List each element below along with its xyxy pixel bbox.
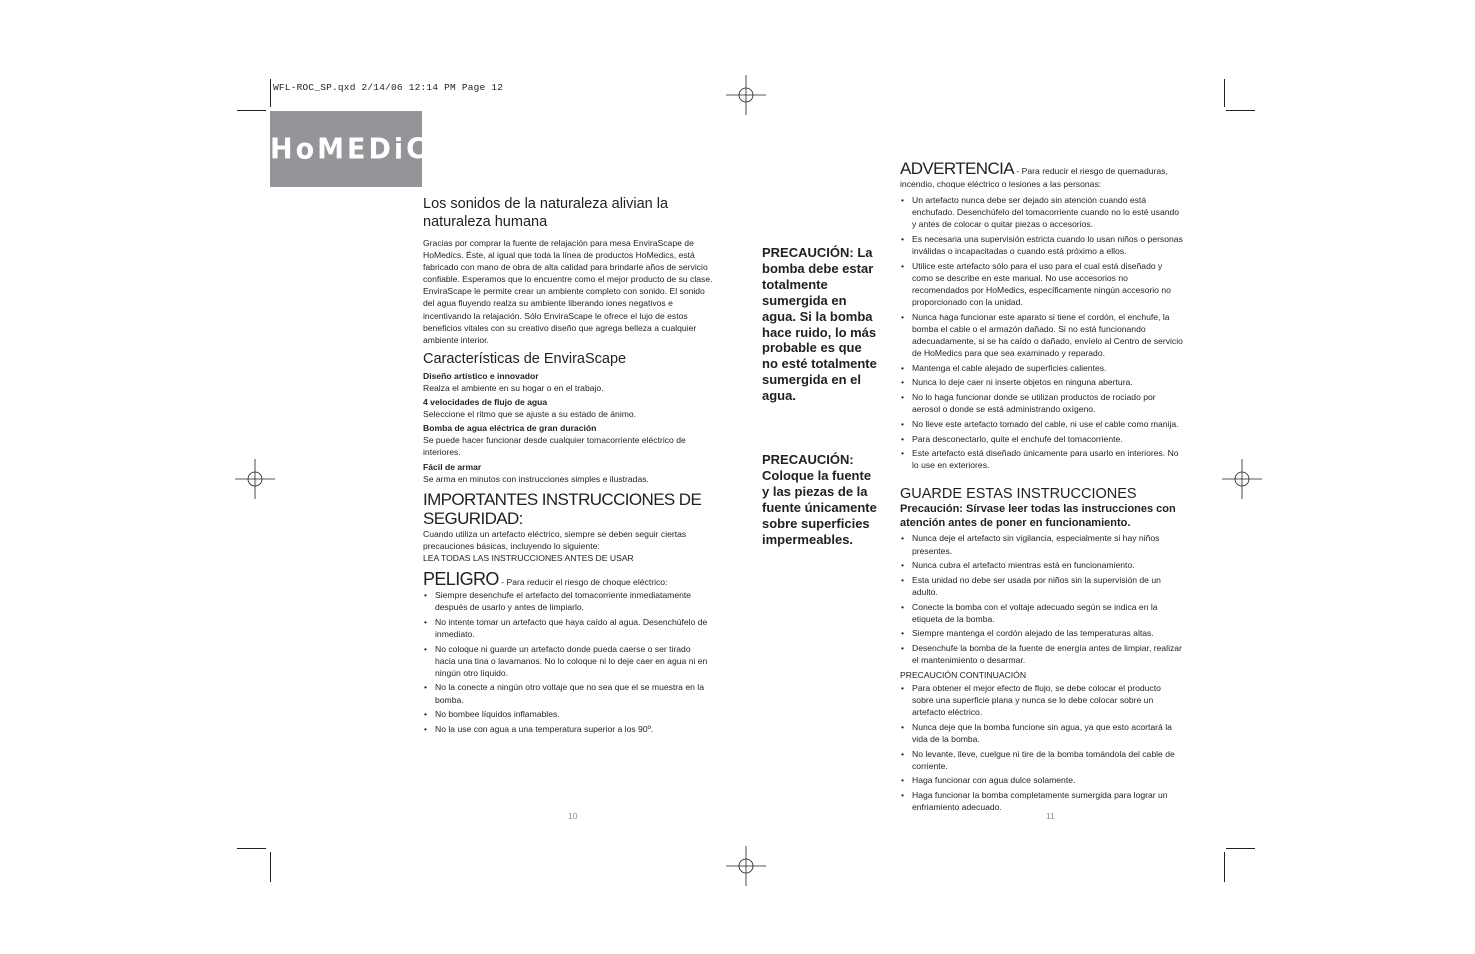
warning-heading xyxy=(900,159,1184,190)
list-item: • Nunca cubra el artefacto mientras está en funcionamiento. xyxy=(900,559,1184,571)
list-item: • Haga funcionar con agua dulce solamente. xyxy=(900,774,1184,786)
intro-paragraph: Gracias por comprar la fuente de relajación para mesa EnviraScape de HoMedics. Éste, al igual que toda la línea de productos HoMedics, está fabricado con mano de obra de alta calidad para brindarle años de servicio confiable. Esperamos que lo encuentre como el mejor producto de su clase. xyxy=(423,238,713,285)
list-item: • Nunca lo deje caer ni inserte objetos en ninguna abertura. xyxy=(900,376,1184,388)
list-item: • No la conecte a ningún otro voltaje que no sea que el se muestra en la bomba. xyxy=(423,681,713,705)
registration-mark-icon xyxy=(726,846,766,886)
list-item: • Nunca haga funcionar este aparato si tiene el cordón, el enchufe, la bomba el cable o el armazón dañado. Si no está funcionando adecuadamente, si se ha caído o dañado, envíelo al Centro de servicio de HoMedics para que sea examinado y reparado. xyxy=(900,311,1184,359)
danger-subtitle: - Para reducir el riesgo de choque eléctrico: xyxy=(498,576,668,587)
slug-line: WFL-ROC_SP.qxd 2/14/06 12:14 PM Page 12 xyxy=(273,82,504,93)
list-item: • No intente tomar un artefacto que haya caído al agua. Desenchúfelo de inmediato. xyxy=(423,616,713,640)
list-item: • Nunca deje el artefacto sin vigilancia, especialmente si hay niños presentes. xyxy=(900,532,1184,556)
save-instructions-title: GUARDE ESTAS INSTRUCCIONES xyxy=(900,486,1137,503)
feature-desc: Seleccione el ritmo que se ajuste a su estado de ánimo. xyxy=(423,409,637,420)
feature-name: 4 velocidades de flujo de agua xyxy=(423,397,548,408)
feature-name: Diseño artístico e innovador xyxy=(423,370,539,381)
registration-mark-icon xyxy=(1222,459,1262,499)
page-number: 10 xyxy=(568,811,578,821)
crop-mark xyxy=(270,79,271,107)
safety-read: LEA TODAS LAS INSTRUCCIONES ANTES DE USAR xyxy=(423,552,634,563)
crop-mark xyxy=(237,110,266,111)
left-column xyxy=(423,195,713,738)
danger-word: PELIGRO xyxy=(423,568,499,589)
list-item: • Conecte la bomba con el voltaje adecuado según se indica en la etiqueta de la bomba. xyxy=(900,601,1184,625)
crop-mark xyxy=(1226,848,1255,849)
list-item: • Mantenga el cable alejado de superficies calientes. xyxy=(900,362,1184,374)
crop-mark xyxy=(1226,110,1255,111)
list-item: • No lleve este artefacto tomado del cable, ni use el cable como manija. xyxy=(900,418,1184,430)
continued-list xyxy=(900,682,1184,813)
list-item: • No la use con agua a una temperatura superior a los 90º. xyxy=(423,723,713,735)
crop-mark xyxy=(237,848,266,849)
list-item: • Nunca deje que la bomba funcione sin agua, ya que esto acortará la vida de la bomba. xyxy=(900,721,1184,745)
warning-list xyxy=(900,194,1184,471)
list-item: • No coloque ni guarde un artefacto donde pueda caerse o ser tirado hacia una tina o lavamanos. No lo coloque ni lo deje caer en agua ni en ningún otro líquido. xyxy=(423,643,713,679)
list-item: • Para desconectarlo, quite el enchufe del tomacorriente. xyxy=(900,433,1184,445)
features-title: Características de EnviraScape xyxy=(423,350,627,367)
save-list xyxy=(900,532,1184,666)
list-item: • Haga funcionar la bomba completamente sumergida para lograr un enfriamiento adecuado. xyxy=(900,789,1184,813)
list-item: • Siempre mantenga el cordón alejado de las temperaturas altas. xyxy=(900,627,1184,639)
registration-mark-icon xyxy=(726,75,766,115)
feature-desc: Se arma en minutos con instrucciones simples e ilustradas. xyxy=(423,473,649,484)
caution-pump: PRECAUCIÓN: La bomba debe estar totalmente sumergida en agua. Si la bomba hace ruido, lo más probable es que no esté totalmente sumergida en el agua. xyxy=(762,245,877,404)
feature-name: Fácil de armar xyxy=(423,461,482,472)
safety-intro: Cuando utiliza un artefacto eléctrico, siempre se deben seguir ciertas precauciones básicas, incluyendo lo siguiente: xyxy=(423,528,687,551)
continued-label: PRECAUCIÓN CONTINUACIÓN xyxy=(900,669,1027,680)
right-column xyxy=(900,159,1184,816)
warning-subtitle: - Para reducir el riesgo de quemaduras, incendio, choque eléctrico o lesiones a las personas: xyxy=(900,166,1168,189)
danger-heading xyxy=(423,570,713,589)
homedics-logo: HoMEDiCS xyxy=(270,133,452,166)
list-item: • No bombee líquidos inflamables. xyxy=(423,708,713,720)
crop-mark xyxy=(1224,79,1225,107)
danger-list xyxy=(423,589,713,735)
list-item: • Desenchufe la bomba de la fuente de energía antes de limpiar, realizar el mantenimiento o desarmar. xyxy=(900,642,1184,666)
feature-list xyxy=(423,370,713,485)
intro-paragraph: EnviraScape le permite crear un ambiente completo con sonido. El sonido del agua fluyendo realza su ambiente liberando iones negativos e incentivando la relajación. Sólo EnviraScape le ofrece el lujo de estos beneficios vitales con su creativo diseño que agrega belleza a cualquier ambiente interior. xyxy=(423,286,705,345)
list-item: • No levante, lleve, cuelgue ni tire de la bomba tomándola del cable de corriente. xyxy=(900,748,1184,772)
registration-mark-icon xyxy=(235,459,275,499)
crop-mark xyxy=(270,852,271,882)
list-item: • Utilice este artefacto sólo para el uso para el cual está diseñado y como se describe en este manual. No use accesorios no recomendados por HoMedics, específicamente ningún accesorio no proporcionado con la unidad. xyxy=(900,260,1184,308)
list-item: • Esta unidad no debe ser usada por niños sin la supervisión de un adulto. xyxy=(900,574,1184,598)
caution-surface: PRECAUCIÓN: Coloque la fuente y las piezas de la fuente únicamente sobre superficies impermeables. xyxy=(762,452,877,547)
list-item: • Es necesaria una supervisión estricta cuando lo usan niños o personas inválidas o incapacitadas o cuando está próximo a ellos. xyxy=(900,233,1184,257)
safety-title: IMPORTANTES INSTRUCCIONES DE SEGURIDAD: xyxy=(423,489,702,528)
page-number: 11 xyxy=(1046,811,1055,821)
save-caution: Precaución: Sírvase leer todas las instrucciones con atención antes de poner en funcionamiento. xyxy=(900,503,1176,529)
feature-name: Bomba de agua eléctrica de gran duración xyxy=(423,423,597,434)
list-item: • No lo haga funcionar donde se utilizan productos de rociado por aerosol o donde se está administrando oxígeno. xyxy=(900,391,1184,415)
list-item: • Este artefacto está diseñado únicamente para usarlo en interiores. No lo use en exteriores. xyxy=(900,447,1184,471)
feature-desc: Se puede hacer funcionar desde cualquier tomacorriente eléctrico de interiores. xyxy=(423,435,686,458)
crop-mark xyxy=(1224,852,1225,882)
warning-word: ADVERTENCIA xyxy=(900,159,1015,178)
list-item: • Siempre desenchufe el artefacto del tomacorriente inmediatamente después de usarlo y antes de limpiarlo. xyxy=(423,589,713,613)
list-item: • Para obtener el mejor efecto de flujo, se debe colocar el producto sobre una superficie plana y nunca se lo debe colocar sobre un artefacto eléctrico. xyxy=(900,682,1184,718)
list-item: • Un artefacto nunca debe ser dejado sin atención cuando está enchufado. Desenchúfelo del tomacorriente cuando no lo esté usando y antes de colocar o quitar piezas o accesorios. xyxy=(900,194,1184,230)
page-title: Los sonidos de la naturaleza alivian la naturaleza humana xyxy=(423,196,669,230)
feature-desc: Realza el ambiente en su hogar o en el trabajo. xyxy=(423,382,604,393)
